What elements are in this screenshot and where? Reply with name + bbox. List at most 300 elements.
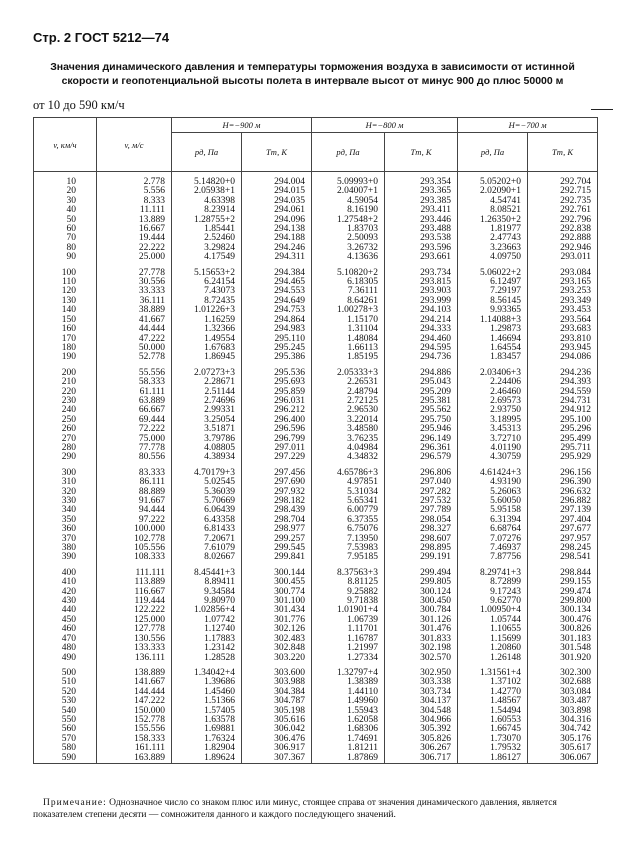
table-cell: 8.72899 [458,578,528,587]
table-cell: 19.444 [97,234,172,243]
table-cell: 9.93365 [458,306,528,315]
table-cell: 4.13636 [312,253,385,262]
table-row [34,754,598,764]
table-cell: 295.110 [242,335,312,344]
table-cell: 1.63578 [172,716,242,725]
table-cell: 304.787 [242,697,312,706]
table-cell: 7.95185 [312,553,385,562]
table-cell: 16.667 [97,225,172,234]
table-cell: 5.26063 [458,488,528,497]
table-cell: 300 [34,469,97,478]
table-cell: 306.067 [528,754,598,764]
table-cell: 440 [34,606,97,615]
table-cell: 38.889 [97,306,172,315]
table-cell: 127.778 [97,625,172,634]
table-cell: 5.15653+2 [172,269,242,278]
table-cell: 299.841 [242,553,312,562]
table-cell: 1.48084 [312,335,385,344]
table-cell: 161.111 [97,744,172,753]
table-cell: 305.616 [242,716,312,725]
table-cell: 70 [34,234,97,243]
table-cell: 86.111 [97,478,172,487]
table-cell: 299.805 [385,578,458,587]
header-group-h900: H=−900 м [172,118,312,133]
table-cell: 306.042 [242,725,312,734]
table-cell: 1.27548+2 [312,216,385,225]
table-cell: 150 [34,316,97,325]
table-cell: 125.000 [97,616,172,625]
table-cell: 293.165 [528,278,598,287]
table-cell: 297.932 [242,488,312,497]
table-cell: 190 [34,353,97,362]
table-cell: 200 [34,369,97,378]
table-cell: 1.48567 [458,697,528,706]
table-cell: 296.149 [385,435,458,444]
table-cell: 299.257 [242,535,312,544]
table-cell: 297.040 [385,478,458,487]
table-cell: 295.750 [385,416,458,425]
table-cell: 298.439 [242,506,312,515]
table-cell: 2.04007+1 [312,187,385,196]
table-cell: 1.51366 [172,697,242,706]
table-cell: 304.966 [385,716,458,725]
table-cell: 297.011 [242,444,312,453]
table-cell: 306.267 [385,744,458,753]
table-cell: 2.47743 [458,234,528,243]
table-cell: 2.02090+1 [458,187,528,196]
table-cell: 295.693 [242,378,312,387]
table-cell: 320 [34,488,97,497]
table-cell: 1.64554 [458,344,528,353]
table-row [34,654,598,663]
table-cell: 20 [34,187,97,196]
table-cell: 1.69881 [172,725,242,734]
table-cell: 306.476 [242,735,312,744]
table-cell: 5.09993+0 [312,178,385,187]
table-cell: 63.889 [97,397,172,406]
table-cell: 297.677 [528,525,598,534]
table-cell: 294.004 [242,178,312,187]
table-cell: 350 [34,516,97,525]
table-cell: 1.26350+2 [458,216,528,225]
table-cell: 5.60050 [458,497,528,506]
table-cell: 550 [34,716,97,725]
table-cell: 298.607 [385,535,458,544]
table-cell: 302.300 [528,669,598,678]
table-cell: 303.338 [385,678,458,687]
table-cell: 6.81433 [172,525,242,534]
table-cell: 105.556 [97,544,172,553]
table-cell: 230 [34,397,97,406]
table-cell: 8.72435 [172,297,242,306]
table-cell: 294.015 [242,187,312,196]
table-cell: 4.61424+3 [458,469,528,478]
table-cell: 1.21997 [312,644,385,653]
table-cell: 3.48580 [312,425,385,434]
table-cell: 7.29197 [458,287,528,296]
table-cell: 1.39686 [172,678,242,687]
table-cell: 170 [34,335,97,344]
table-cell: 294.736 [385,353,458,362]
table-cell: 3.45313 [458,425,528,434]
table-cell: 141.667 [97,678,172,687]
table-cell: 295.043 [385,378,458,387]
table-cell: 293.999 [385,297,458,306]
table-cell: 4.54741 [458,197,528,206]
table-cell: 2.26531 [312,378,385,387]
table-cell: 293.734 [385,269,458,278]
table-cell: 292.838 [528,225,598,234]
table-cell: 302.950 [385,669,458,678]
table-cell: 430 [34,597,97,606]
table-cell: 301.548 [528,644,598,653]
table-cell: 293.810 [528,335,598,344]
table-cell: 138.889 [97,669,172,678]
table-cell: 155.556 [97,725,172,734]
table-cell: 8.02667 [172,553,242,562]
table-row [34,253,598,262]
table-cell: 296.156 [528,469,598,478]
table-cell: 6.00779 [312,506,385,515]
table-cell: 540 [34,707,97,716]
table-cell: 9.25882 [312,588,385,597]
table-cell: 44.444 [97,325,172,334]
table-cell: 294.214 [385,316,458,325]
table-cell: 1.85195 [312,353,385,362]
table-cell: 9.17243 [458,588,528,597]
table-cell: 300.774 [242,588,312,597]
table-cell: 133.333 [97,644,172,653]
table-cell: 3.26732 [312,244,385,253]
table-cell: 295.929 [528,453,598,462]
table-cell: 58.333 [97,378,172,387]
table-cell: 293.945 [528,344,598,353]
table-cell: 293.453 [528,306,598,315]
table-cell: 9.80970 [172,597,242,606]
table-cell: 295.499 [528,435,598,444]
table-cell: 8.08521 [458,206,528,215]
table-cell: 1.00278+3 [312,306,385,315]
table-cell: 380 [34,544,97,553]
table-cell: 6.43358 [172,516,242,525]
table-cell: 90 [34,253,97,262]
table-cell: 304.384 [242,688,312,697]
table-cell: 303.220 [242,654,312,663]
table-cell: 3.76235 [312,435,385,444]
table-cell: 163.889 [97,754,172,764]
table-cell: 1.23142 [172,644,242,653]
table-cell: 250 [34,416,97,425]
table-cell: 1.44110 [312,688,385,697]
table-cell: 4.59054 [312,197,385,206]
table-cell: 1.57405 [172,707,242,716]
table-cell: 13.889 [97,216,172,225]
table-cell: 295.946 [385,425,458,434]
table-cell: 298.182 [242,497,312,506]
table-cell: 100 [34,269,97,278]
table-cell: 1.27334 [312,654,385,663]
table-cell: 50 [34,216,97,225]
header-pressure: pд, Па [172,133,242,172]
table-cell: 91.667 [97,497,172,506]
header-group-h700: H=−700 м [458,118,598,133]
table-cell: 300.450 [385,597,458,606]
header-pressure: pд, Па [458,133,528,172]
table-cell: 294.912 [528,406,598,415]
table-cell: 295.296 [528,425,598,434]
table-cell: 2.778 [97,178,172,187]
table-cell: 302.198 [385,644,458,653]
table-cell: 75.000 [97,435,172,444]
footnote [33,797,593,821]
table-cell: 298.704 [242,516,312,525]
table-cell: 300.124 [385,588,458,597]
table-cell: 330 [34,497,97,506]
table-cell: 9.34584 [172,588,242,597]
table-cell: 47.222 [97,335,172,344]
table-cell: 293.596 [385,244,458,253]
table-cell: 61.111 [97,388,172,397]
table-row [34,353,598,362]
table-cell: 119.444 [97,597,172,606]
table-cell: 5.31034 [312,488,385,497]
table-cell: 1.83457 [458,353,528,362]
table-cell: 1.49960 [312,697,385,706]
speed-range-label: от 10 до 590 км/ч [33,98,125,112]
table-cell: 295.711 [528,444,598,453]
table-cell: 1.87869 [312,754,385,764]
table-cell: 1.38389 [312,678,385,687]
table-cell: 292.735 [528,197,598,206]
table-cell: 293.365 [385,187,458,196]
table-cell: 2.72125 [312,397,385,406]
table-cell: 8.45441+3 [172,569,242,578]
table-cell: 111.111 [97,569,172,578]
table-cell: 2.52460 [172,234,242,243]
table-cell: 292.715 [528,187,598,196]
table-cell: 294.188 [242,234,312,243]
table-cell: 8.81125 [312,578,385,587]
table-cell: 1.06739 [312,616,385,625]
table-cell: 2.46460 [458,388,528,397]
table-cell: 299.545 [242,544,312,553]
table-cell: 294.465 [242,278,312,287]
table-cell: 88.889 [97,488,172,497]
table-cell: 2.07273+3 [172,369,242,378]
table-cell: 302.848 [242,644,312,653]
header-pressure: pд, Па [312,133,385,172]
table-cell: 300.455 [242,578,312,587]
table-cell: 1.01226+3 [172,306,242,315]
table-cell: 2.05938+1 [172,187,242,196]
table-cell: 1.67683 [172,344,242,353]
pressure-temperature-table [33,117,598,764]
table-cell: 298.054 [385,516,458,525]
table-cell: 296.596 [242,425,312,434]
table-cell: 1.20860 [458,644,528,653]
table-cell: 293.661 [385,253,458,262]
table-cell: 301.126 [385,616,458,625]
table-cell: 294.460 [385,335,458,344]
table-cell: 1.02856+4 [172,606,242,615]
table-cell: 5.05202+0 [458,178,528,187]
table-cell: 303.898 [528,707,598,716]
table-cell: 370 [34,535,97,544]
table-cell: 3.51871 [172,425,242,434]
table-row [34,553,598,562]
table-cell: 122.222 [97,606,172,615]
table-cell: 480 [34,644,97,653]
table-cell: 240 [34,406,97,415]
table-cell: 130 [34,297,97,306]
table-cell: 1.07742 [172,616,242,625]
table-cell: 294.595 [385,344,458,353]
header-temperature: Tт, К [528,133,598,172]
table-cell: 1.34042+4 [172,669,242,678]
table-cell: 52.778 [97,353,172,362]
table-cell: 297.139 [528,506,598,515]
table-cell: 295.859 [242,388,312,397]
table-cell: 55.556 [97,369,172,378]
table-cell: 580 [34,744,97,753]
table-cell: 1.55943 [312,707,385,716]
table-cell: 1.11701 [312,625,385,634]
table-cell: 296.806 [385,469,458,478]
table-cell: 296.212 [242,406,312,415]
table-cell: 390 [34,553,97,562]
footnote-lead: Примечание: [43,798,107,808]
table-cell: 294.393 [528,378,598,387]
table-cell: 7.53983 [312,544,385,553]
table-cell: 298.245 [528,544,598,553]
table-cell: 1.17883 [172,635,242,644]
table-cell: 8.89411 [172,578,242,587]
table-cell: 210 [34,378,97,387]
table-cell: 299.494 [385,569,458,578]
table-cell: 5.06022+2 [458,269,528,278]
table-cell: 7.61079 [172,544,242,553]
table-cell: 5.14820+0 [172,178,242,187]
table-cell: 1.32797+4 [312,669,385,678]
table-cell: 4.34832 [312,453,385,462]
table-cell: 1.66745 [458,725,528,734]
table-cell: 510 [34,678,97,687]
table-cell: 50.000 [97,344,172,353]
table-cell: 306.717 [385,754,458,764]
table-cell: 1.83703 [312,225,385,234]
table-cell: 6.31394 [458,516,528,525]
table-cell: 305.198 [242,707,312,716]
table-cell: 294.138 [242,225,312,234]
table-cell: 100.000 [97,525,172,534]
table-cell: 8.23914 [172,206,242,215]
header-group-h800: H=−800 м [312,118,458,133]
table-cell: 147.222 [97,697,172,706]
table-cell: 1.89624 [172,754,242,764]
table-cell: 5.65341 [312,497,385,506]
table-cell: 33.333 [97,287,172,296]
table-cell: 293.253 [528,287,598,296]
table-cell: 297.789 [385,506,458,515]
table-cell: 7.46937 [458,544,528,553]
table-cell: 298.977 [242,525,312,534]
table-cell: 294.649 [242,297,312,306]
table-cell: 305.617 [528,744,598,753]
table-cell: 294.311 [242,253,312,262]
table-cell: 5.10820+2 [312,269,385,278]
table-cell: 7.13950 [312,535,385,544]
table-cell: 1.49554 [172,335,242,344]
table-cell: 1.81977 [458,225,528,234]
table-cell: 9.71838 [312,597,385,606]
table-cell: 1.28528 [172,654,242,663]
table-cell: 66.667 [97,406,172,415]
table-cell: 4.09750 [458,253,528,262]
table-cell: 1.00950+4 [458,606,528,615]
table-cell: 304.316 [528,716,598,725]
table-cell: 470 [34,635,97,644]
table-cell: 1.15699 [458,635,528,644]
table-cell: 1.86127 [458,754,528,764]
table-cell: 4.63398 [172,197,242,206]
footnote-text: Однозначное число со знаком плюс или минус, стоящее справа от значения динамического давления, является показателем степени десяти — сомножителя данного и каждого последующего значений. [33,798,557,820]
table-cell: 5.70669 [172,497,242,506]
table-cell: 1.79532 [458,744,528,753]
table-cell: 2.28671 [172,378,242,387]
table-cell: 77.778 [97,444,172,453]
table-cell: 301.183 [528,635,598,644]
table-cell: 6.18305 [312,278,385,287]
header-temperature: Tт, К [385,133,458,172]
table-cell: 2.51144 [172,388,242,397]
table-cell: 340 [34,506,97,515]
table-cell: 293.538 [385,234,458,243]
table-cell: 307.367 [242,754,312,764]
table-cell: 3.23663 [458,244,528,253]
page-header: Стр. 2 ГОСТ 5212—74 [33,30,170,45]
margin-mark [591,101,613,110]
table-cell: 8.333 [97,197,172,206]
table-cell: 144.444 [97,688,172,697]
table-cell: 294.553 [242,287,312,296]
table-cell: 1.37102 [458,678,528,687]
table-cell: 94.444 [97,506,172,515]
table-cell: 298.327 [385,525,458,534]
table-cell: 294.236 [528,369,598,378]
table-cell: 7.43073 [172,287,242,296]
table-cell: 301.434 [242,606,312,615]
table-cell: 30 [34,197,97,206]
table-cell: 72.222 [97,425,172,434]
table-cell: 8.64261 [312,297,385,306]
table-cell: 294.731 [528,397,598,406]
table-cell: 294.035 [242,197,312,206]
table-cell: 1.28755+2 [172,216,242,225]
table-cell: 1.60553 [458,716,528,725]
table-cell: 4.93190 [458,478,528,487]
table-cell: 292.888 [528,234,598,243]
table-cell: 11.111 [97,206,172,215]
table-cell: 7.07276 [458,535,528,544]
table-cell: 6.24154 [172,278,242,287]
table-cell: 292.704 [528,178,598,187]
table-cell: 2.74696 [172,397,242,406]
table-cell: 305.176 [528,735,598,744]
table-cell: 1.45460 [172,688,242,697]
table-cell: 1.42770 [458,688,528,697]
table-cell: 303.487 [528,697,598,706]
header-v-ms: v, м/с [97,118,172,172]
